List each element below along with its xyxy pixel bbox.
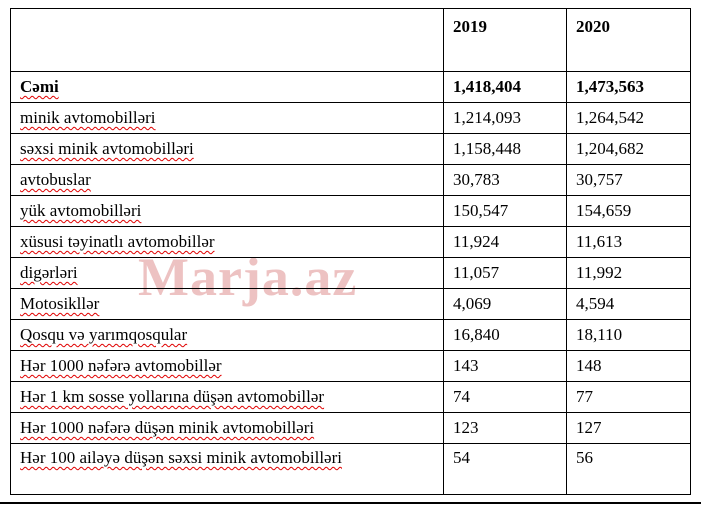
row-label-cell [11,134,444,165]
value-cell-2020: 148 [567,351,691,382]
value-cell-2020: 1,204,682 [567,134,691,165]
table-row [11,258,691,289]
row-label-cell [11,165,444,196]
row-label-cell [11,320,444,351]
table-row [11,165,691,196]
table-row [11,444,691,495]
row-label-text: Hər 1 km sosse yollarına düşən avtomobillər [20,387,325,406]
bottom-divider [0,502,701,504]
table-row [11,227,691,258]
table-row [11,196,691,227]
table-row-total [11,72,691,103]
row-label-text: səxsi minik avtomobilləri [20,139,194,158]
row-label-text: Motosikllər [20,294,100,313]
value-cell-2019: 143 [444,351,567,382]
header-2019: 2019 [444,9,567,72]
value-cell-2019: 123 [444,413,567,444]
value-cell-2019: 74 [444,382,567,413]
value-cell-2019: 11,924 [444,227,567,258]
value-cell-2019: 16,840 [444,320,567,351]
table-row [11,289,691,320]
row-label-text: minik avtomobilləri [20,108,156,127]
row-label-text: Hər 1000 nəfərə düşən minik avtomobilləri [20,418,315,437]
table-row [11,103,691,134]
value-cell-2020: 77 [567,382,691,413]
value-cell-2019: 1,418,404 [444,72,567,103]
table-header-row [11,9,691,72]
value-cell-2020: 11,992 [567,258,691,289]
row-label-cell [11,351,444,382]
row-label-text: Hər 100 ailəyə düşən səxsi minik avtomobilləri [20,448,342,467]
row-label-cell [11,444,444,495]
row-label-cell [11,196,444,227]
row-label-cell [11,227,444,258]
watermark-text: Marja.az [138,247,358,307]
value-cell-2019: 4,069 [444,289,567,320]
value-cell-2019: 1,214,093 [444,103,567,134]
row-label-cell [11,413,444,444]
row-label-cell [11,72,444,103]
value-cell-2019: 11,057 [444,258,567,289]
value-cell-2020: 11,613 [567,227,691,258]
value-cell-2019: 30,783 [444,165,567,196]
value-cell-2019: 150,547 [444,196,567,227]
row-label-text: Qosqu və yarımqosqular [20,325,188,344]
value-cell-2020: 18,110 [567,320,691,351]
table-row [11,320,691,351]
row-label-text: Hər 1000 nəfərə avtomobillər [20,356,222,375]
row-label-cell [11,382,444,413]
table-row [11,413,691,444]
row-label-cell [11,289,444,320]
value-cell-2020: 30,757 [567,165,691,196]
row-label-text: avtobuslar [20,170,91,189]
table-row [11,351,691,382]
row-label-text: digərləri [20,263,78,282]
value-cell-2020: 1,264,542 [567,103,691,134]
row-label-cell [11,258,444,289]
row-label-text: yük avtomobilləri [20,201,142,220]
value-cell-2019: 54 [444,444,567,495]
value-cell-2020: 154,659 [567,196,691,227]
value-cell-2020: 1,473,563 [567,72,691,103]
table-row [11,134,691,165]
header-empty-cell [11,9,444,72]
value-cell-2020: 56 [567,444,691,495]
table-row [11,382,691,413]
row-label-text: xüsusi təyinatlı avtomobillər [20,232,215,251]
row-label-text: Cəmi [20,77,59,96]
value-cell-2020: 127 [567,413,691,444]
header-2020: 2020 [567,9,691,72]
value-cell-2020: 4,594 [567,289,691,320]
vehicle-statistics-table [10,8,691,495]
row-label-cell [11,103,444,134]
value-cell-2019: 1,158,448 [444,134,567,165]
